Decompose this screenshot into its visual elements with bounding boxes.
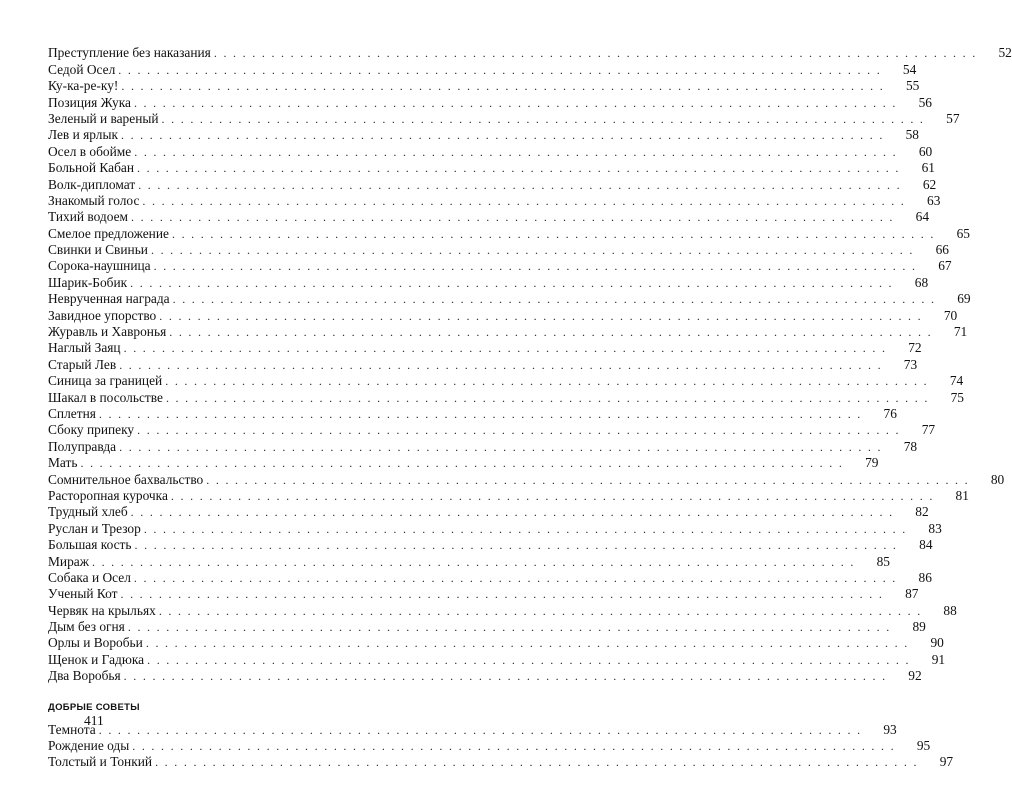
entry-page-number: 71 — [953, 324, 968, 340]
dot-leader: ................................................................................ — [133, 570, 902, 585]
entry-page-number: 64 — [915, 209, 930, 225]
entry-page-number: 54 — [902, 61, 917, 77]
toc-entry — [48, 405, 897, 422]
entry-title: Собака и Осел — [48, 569, 131, 585]
entry-page-number: 67 — [938, 258, 952, 274]
entry-page-number: 87 — [905, 586, 919, 602]
toc-entry — [48, 127, 919, 143]
entry-page-number: 73 — [903, 356, 918, 372]
dot-leader: ................................................................................ — [130, 505, 899, 520]
entry-title: Ученый Кот — [48, 586, 118, 602]
entry-page-number: 84 — [919, 537, 933, 553]
entry-title: Преступление без наказания — [48, 45, 211, 61]
entry-page-number: 69 — [957, 291, 971, 307]
entry-title: Трудный хлеб — [48, 504, 128, 520]
toc-entry — [48, 569, 932, 586]
entry-title: Шакал в посольстве — [48, 389, 163, 405]
toc-entry — [48, 340, 922, 356]
toc-entry — [48, 487, 969, 504]
dot-leader: ................................................................................ — [165, 374, 934, 389]
entry-page-number: 83 — [928, 520, 942, 536]
toc-entry — [48, 78, 920, 94]
dot-leader: ................................................................................ — [130, 275, 899, 290]
toc-entry — [48, 537, 933, 553]
entry-title: Червяк на крыльях — [48, 602, 156, 618]
dot-leader: ................................................................................ — [131, 210, 900, 225]
dot-leader: ................................................................................ — [91, 554, 860, 569]
dot-leader: ................................................................................ — [150, 243, 919, 258]
dot-leader: ................................................................................ — [158, 603, 927, 618]
entry-title: Расторопная курочка — [48, 487, 168, 503]
entry-page-number: 89 — [912, 619, 926, 635]
dot-leader: ................................................................................ — [120, 587, 889, 602]
dot-leader: ................................................................................ — [120, 128, 889, 143]
entry-title: Старый Лев — [48, 356, 117, 372]
entry-title: Волк-дипломат — [48, 176, 136, 192]
toc-entry — [48, 356, 918, 372]
entry-page-number: 76 — [883, 405, 897, 421]
entry-title: Рождение оды — [48, 738, 130, 754]
entry-title: Большая кость — [48, 537, 132, 553]
toc-entry — [48, 619, 926, 635]
toc-entry — [48, 61, 917, 77]
toc-entry — [48, 45, 1012, 61]
entry-page-number: 81 — [955, 487, 969, 503]
entry-page-number: 60 — [918, 143, 933, 159]
dot-leader: ................................................................................ — [161, 111, 930, 126]
toc-entry — [48, 389, 964, 405]
dot-leader: ................................................................................ — [98, 406, 867, 421]
entry-title: Руслан и Трезор — [48, 520, 141, 536]
entry-title: Мать — [48, 455, 78, 471]
toc-entry — [48, 110, 960, 127]
entry-title: Дым без огня — [48, 619, 125, 635]
toc-entry — [48, 721, 897, 737]
dot-leader: ................................................................................ — [133, 95, 902, 110]
entry-title: Сомнительное бахвальство — [48, 471, 204, 487]
dot-leader: ................................................................................ — [155, 755, 924, 770]
entry-page-number: 66 — [935, 242, 949, 258]
dot-leader: ................................................................................ — [123, 669, 892, 684]
dot-leader: ................................................................................ — [134, 538, 903, 553]
dot-leader: ................................................................................ — [147, 652, 916, 667]
entry-title: Темнота — [48, 721, 96, 737]
entry-title: Свинки и Свиньи — [48, 242, 148, 258]
dot-leader: ................................................................................ — [119, 439, 888, 454]
dot-leader: ................................................................................ — [206, 472, 975, 487]
entry-page-number: 58 — [905, 127, 919, 143]
dot-leader: ................................................................................ — [145, 636, 914, 651]
entry-page-number: 91 — [931, 651, 946, 667]
entry-title: Седой Осел — [48, 61, 116, 77]
dot-leader: ................................................................................ — [171, 226, 940, 241]
dot-leader: ................................................................................ — [165, 390, 934, 405]
entry-page-number: 85 — [876, 553, 890, 569]
entry-title: Наглый Заяц — [48, 340, 121, 356]
entry-page-number: 75 — [950, 389, 964, 405]
entry-page-number: 97 — [939, 754, 954, 770]
entry-title: Журавль и Хавронья — [48, 324, 167, 340]
entry-page-number: 90 — [930, 635, 944, 651]
dot-leader: ................................................................................ — [138, 177, 907, 192]
entry-page-number: 79 — [865, 455, 879, 471]
entry-title: Полуправда — [48, 438, 117, 454]
entry-title: Позиция Жука — [48, 94, 131, 110]
entry-page-number: 86 — [918, 569, 932, 585]
section-heading: ДОБРЫЕ СОВЕТЫ — [48, 702, 140, 714]
entry-page-number: 88 — [943, 602, 957, 618]
entry-page-number: 92 — [908, 668, 922, 684]
dot-leader: ................................................................................ — [137, 423, 906, 438]
dot-leader: ................................................................................ — [170, 488, 939, 503]
dot-leader: ................................................................................ — [119, 357, 888, 372]
dot-leader: ................................................................................ — [80, 456, 849, 471]
toc-entry — [48, 438, 918, 454]
dot-leader: ................................................................................ — [169, 325, 938, 340]
dot-leader: ................................................................................ — [153, 259, 922, 274]
entry-title: Лев и ярлык — [48, 127, 118, 143]
entry-title: Больной Кабан — [48, 160, 134, 176]
toc-entry — [48, 602, 957, 618]
entry-title: Шарик-Бобик — [48, 274, 128, 290]
dot-leader: ................................................................................ — [127, 620, 896, 635]
dot-leader: ................................................................................ — [213, 46, 982, 61]
dot-leader: ................................................................................ — [123, 341, 892, 356]
entry-page-number: 95 — [916, 738, 931, 754]
entry-title: Зеленый и вареный — [48, 110, 159, 126]
dot-leader: ................................................................................ — [159, 308, 928, 323]
entry-page-number: 65 — [956, 225, 970, 241]
entry-title: Смелое предложение — [48, 225, 169, 241]
entry-page-number: 68 — [914, 274, 929, 290]
entry-title: Завидное упорство — [48, 307, 157, 323]
toc-entry — [48, 586, 919, 602]
dot-leader: ................................................................................ — [172, 292, 941, 307]
toc-entry — [48, 274, 929, 290]
dot-leader: ................................................................................ — [132, 739, 901, 754]
entry-title: Неврученная награда — [48, 291, 170, 307]
entry-title: Тихий водоем — [48, 209, 129, 225]
toc-entry — [48, 176, 937, 192]
entry-page-number: 61 — [921, 160, 935, 176]
dot-leader: ................................................................................ — [118, 62, 887, 77]
table-of-contents — [48, 45, 1012, 770]
toc-entry — [48, 225, 970, 241]
dot-leader: ................................................................................ — [143, 521, 912, 536]
entry-page-number: 78 — [903, 438, 918, 454]
toc-entry — [48, 668, 922, 684]
entry-page-number: 93 — [883, 721, 897, 737]
toc-entry — [48, 635, 944, 651]
toc-entry — [48, 258, 952, 274]
toc-entry — [48, 471, 1005, 487]
dot-leader: ................................................................................ — [98, 722, 867, 737]
entry-title: Щенок и Гадюка — [48, 651, 145, 667]
entry-page-number: 80 — [990, 471, 1005, 487]
section-toc-list — [48, 721, 954, 770]
dot-leader: ................................................................................ — [121, 79, 890, 94]
toc-entry — [48, 754, 954, 770]
toc-entry — [48, 192, 941, 209]
entry-title: Синица за границей — [48, 373, 163, 389]
entry-title: Сорока-наушница — [48, 258, 151, 274]
toc-entry — [48, 209, 930, 225]
entry-title: Сбоку припеку — [48, 422, 135, 438]
entry-page-number: 56 — [918, 94, 932, 110]
entry-page-number: 63 — [927, 192, 941, 208]
toc-entry — [48, 651, 946, 667]
entry-page-number: 77 — [921, 422, 936, 438]
toc-entry — [48, 455, 879, 471]
page-number: 411 — [84, 713, 104, 728]
toc-entry — [48, 553, 890, 569]
entry-title: Осел в обойме — [48, 143, 132, 159]
toc-entry — [48, 738, 931, 754]
toc-entry — [48, 422, 936, 438]
entry-page-number: 62 — [922, 176, 937, 192]
entry-title: Мираж — [48, 553, 89, 569]
toc-entry — [48, 291, 971, 307]
entry-page-number: 70 — [943, 307, 958, 323]
entry-title: Орлы и Воробьи — [48, 635, 143, 651]
toc-list — [48, 45, 1012, 684]
entry-page-number: 74 — [949, 373, 964, 389]
entry-page-number: 57 — [946, 110, 960, 126]
toc-entry — [48, 160, 935, 176]
entry-page-number: 72 — [908, 340, 922, 356]
dot-leader: ................................................................................ — [134, 144, 903, 159]
entry-title: Два Воробья — [48, 668, 121, 684]
entry-title: Сплетня — [48, 405, 96, 421]
entry-page-number: 52 — [998, 45, 1012, 61]
dot-leader: ................................................................................ — [137, 161, 905, 176]
toc-entry — [48, 373, 964, 389]
toc-entry — [48, 520, 942, 536]
dot-leader: ................................................................................ — [142, 193, 911, 208]
entry-title: Ку-ка-ре-ку! — [48, 78, 119, 94]
entry-page-number: 82 — [915, 504, 929, 520]
entry-page-number: 55 — [905, 78, 920, 94]
toc-entry — [48, 324, 968, 340]
toc-entry — [48, 242, 949, 258]
toc-entry — [48, 94, 932, 110]
toc-entry — [48, 307, 958, 323]
toc-entry — [48, 504, 929, 520]
entry-title: Толстый и Тонкий — [48, 754, 153, 770]
entry-title: Знакомый голос — [48, 192, 140, 208]
toc-entry — [48, 143, 933, 159]
